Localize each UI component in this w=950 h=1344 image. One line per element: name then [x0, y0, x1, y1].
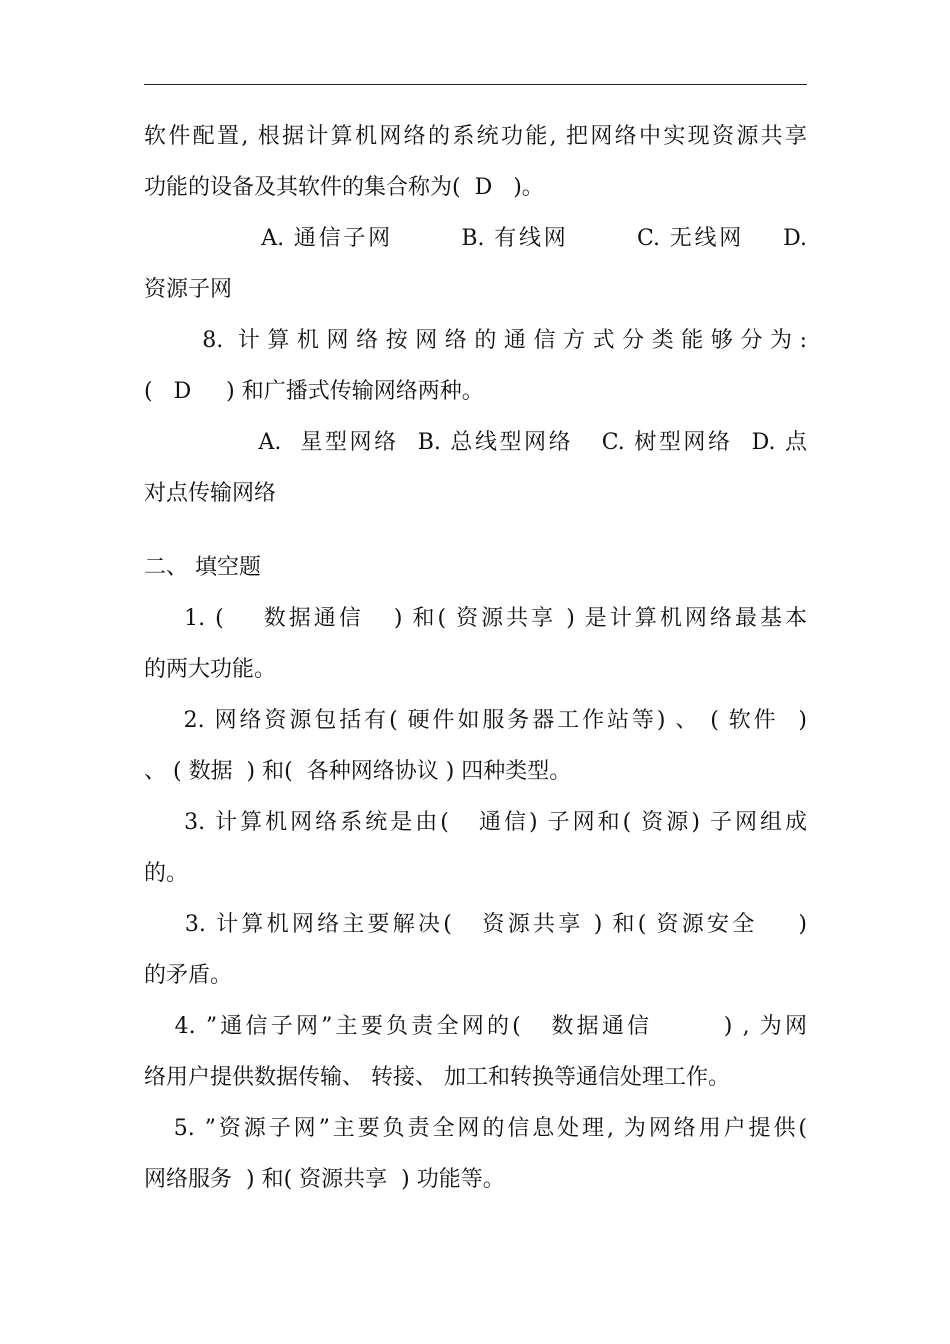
text-line-13: 、 ( 数据 ) 和( 各种网络协议 ) 四种类型。: [144, 759, 572, 784]
text-line-16: 3. 计算机网络主要解决( 资源共享 ) 和( 资源安全 ): [144, 912, 807, 937]
text-line-3: A. 通信子网 B. 有线网 C. 无线网 D.: [144, 226, 807, 251]
text-line-2: 功能的设备及其软件的集合称为( D )。: [144, 175, 544, 200]
header-rule: [144, 84, 807, 85]
text-line-1: 软件配置, 根据计算机网络的系统功能, 把网络中实现资源共享: [144, 124, 807, 149]
text-line-7: A. 星型网络 B. 总线型网络 C. 树型网络 D. 点: [144, 430, 807, 455]
text-line-20: 5. ”资源子网”主要负责全网的信息处理, 为网络用户提供(: [144, 1116, 807, 1141]
text-line-12: 2. 网络资源包括有( 硬件如服务器工作站等) 、 ( 软件 ): [144, 708, 807, 733]
text-line-8: 对点传输网络: [144, 481, 277, 506]
text-line-21: 网络服务 ) 和( 资源共享 ) 功能等。: [144, 1167, 505, 1192]
text-line-6: ( D ) 和广播式传输网络两种。: [144, 379, 484, 404]
text-line-11: 的两大功能。: [144, 657, 277, 682]
section-heading: 二、 填空题: [144, 555, 261, 580]
text-line-4: 资源子网: [144, 277, 233, 302]
text-line-10: 1. ( 数据通信 ) 和( 资源共享 ) 是计算机网络最基本: [144, 606, 807, 631]
text-line-5: 8. 计算机网络按网络的通信方式分类能够分为:: [144, 328, 807, 353]
text-line-14: 3. 计算机网络系统是由( 通信) 子网和( 资源) 子网组成: [144, 810, 807, 835]
text-line-17: 的矛盾。: [144, 963, 233, 988]
text-line-18: 4. ”通信子网”主要负责全网的( 数据通信 ) , 为网: [144, 1014, 807, 1039]
text-line-15: 的。: [144, 861, 189, 886]
text-line-19: 络用户提供数据传输、 转接、 加工和转换等通信处理工作。: [144, 1065, 730, 1090]
